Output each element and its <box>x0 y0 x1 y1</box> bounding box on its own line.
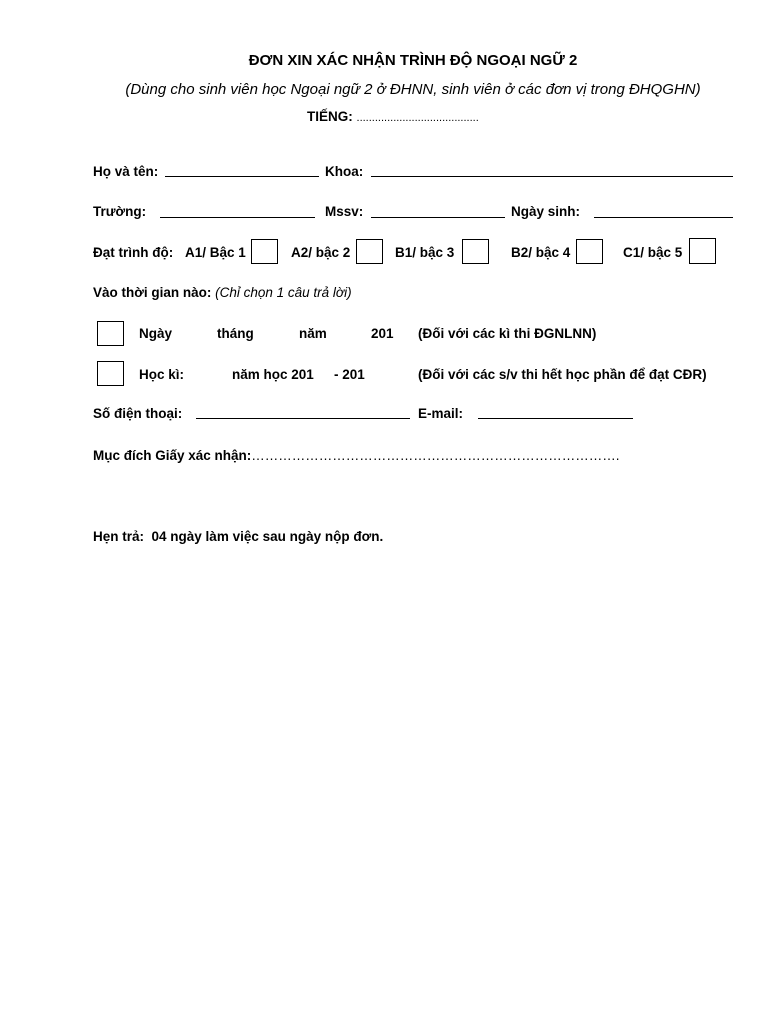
option2-note: (Đối với các s/v thi hết học phần để đạt CĐR) <box>418 367 707 382</box>
phone-field[interactable] <box>196 418 410 419</box>
level-b1-label: B1/ bậc 3 <box>395 245 455 260</box>
student-id-label: Mssv: <box>325 204 364 219</box>
return-label: Hẹn trả: <box>93 529 145 544</box>
option2-year-end: - 201 <box>334 367 365 382</box>
level-a1-label: A1/ Bậc 1 <box>185 245 246 260</box>
option1-month: tháng <box>217 326 254 341</box>
return-text: 04 ngày làm việc sau ngày nộp đơn. <box>151 529 384 544</box>
time-note: (Chỉ chọn 1 câu trả lời) <box>215 285 352 300</box>
option-semester-checkbox[interactable] <box>97 361 124 386</box>
level-b1-checkbox[interactable] <box>462 239 489 264</box>
form-subtitle: (Dùng cho sinh viên học Ngoại ngữ 2 ở ĐHNN, sinh viên ở các đơn vị trong ĐHQGHN) <box>125 81 701 98</box>
phone-label: Số điện thoại: <box>93 406 183 421</box>
level-c1-checkbox[interactable] <box>689 238 716 264</box>
time-line <box>93 285 352 300</box>
option-exam-checkbox[interactable] <box>97 321 124 346</box>
language-line <box>307 109 479 124</box>
option1-note: (Đối với các kì thi ĐGNLNN) <box>418 326 597 341</box>
form-title: ĐƠN XIN XÁC NHẬN TRÌNH ĐỘ NGOẠI NGỮ 2 <box>248 52 578 69</box>
level-a2-label: A2/ bậc 2 <box>291 245 351 260</box>
email-field[interactable] <box>478 418 633 419</box>
option1-year-value: 201 <box>371 326 394 341</box>
option2-semester: Học kì: <box>139 367 185 382</box>
return-line <box>93 529 383 544</box>
language-label: TIẾNG: <box>307 109 353 124</box>
dob-field[interactable] <box>594 217 733 218</box>
level-a2-checkbox[interactable] <box>356 239 383 264</box>
level-b2-label: B2/ bậc 4 <box>511 245 571 260</box>
language-dots[interactable]: ........................................ <box>356 112 479 124</box>
name-field[interactable] <box>165 176 319 177</box>
dob-label: Ngày sinh: <box>511 204 581 219</box>
purpose-dots[interactable]: ………………………………………………………………………. <box>251 448 620 463</box>
time-label: Vào thời gian nào: <box>93 285 212 300</box>
faculty-field[interactable] <box>371 176 733 177</box>
student-id-field[interactable] <box>371 217 505 218</box>
purpose-line <box>93 448 620 463</box>
name-label: Họ và tên: <box>93 164 159 179</box>
option1-year: năm <box>299 326 327 341</box>
purpose-label: Mục đích Giấy xác nhận: <box>93 448 252 463</box>
option2-school-year: năm học 201 <box>232 367 314 382</box>
email-label: E-mail: <box>418 406 464 421</box>
faculty-label: Khoa: <box>325 164 364 179</box>
option1-day: Ngày <box>139 326 173 341</box>
school-label: Trường: <box>93 204 147 219</box>
level-c1-label: C1/ bậc 5 <box>623 245 683 260</box>
school-field[interactable] <box>160 217 315 218</box>
level-label: Đạt trình độ: <box>93 245 174 260</box>
level-a1-checkbox[interactable] <box>251 239 278 264</box>
level-b2-checkbox[interactable] <box>576 239 603 264</box>
